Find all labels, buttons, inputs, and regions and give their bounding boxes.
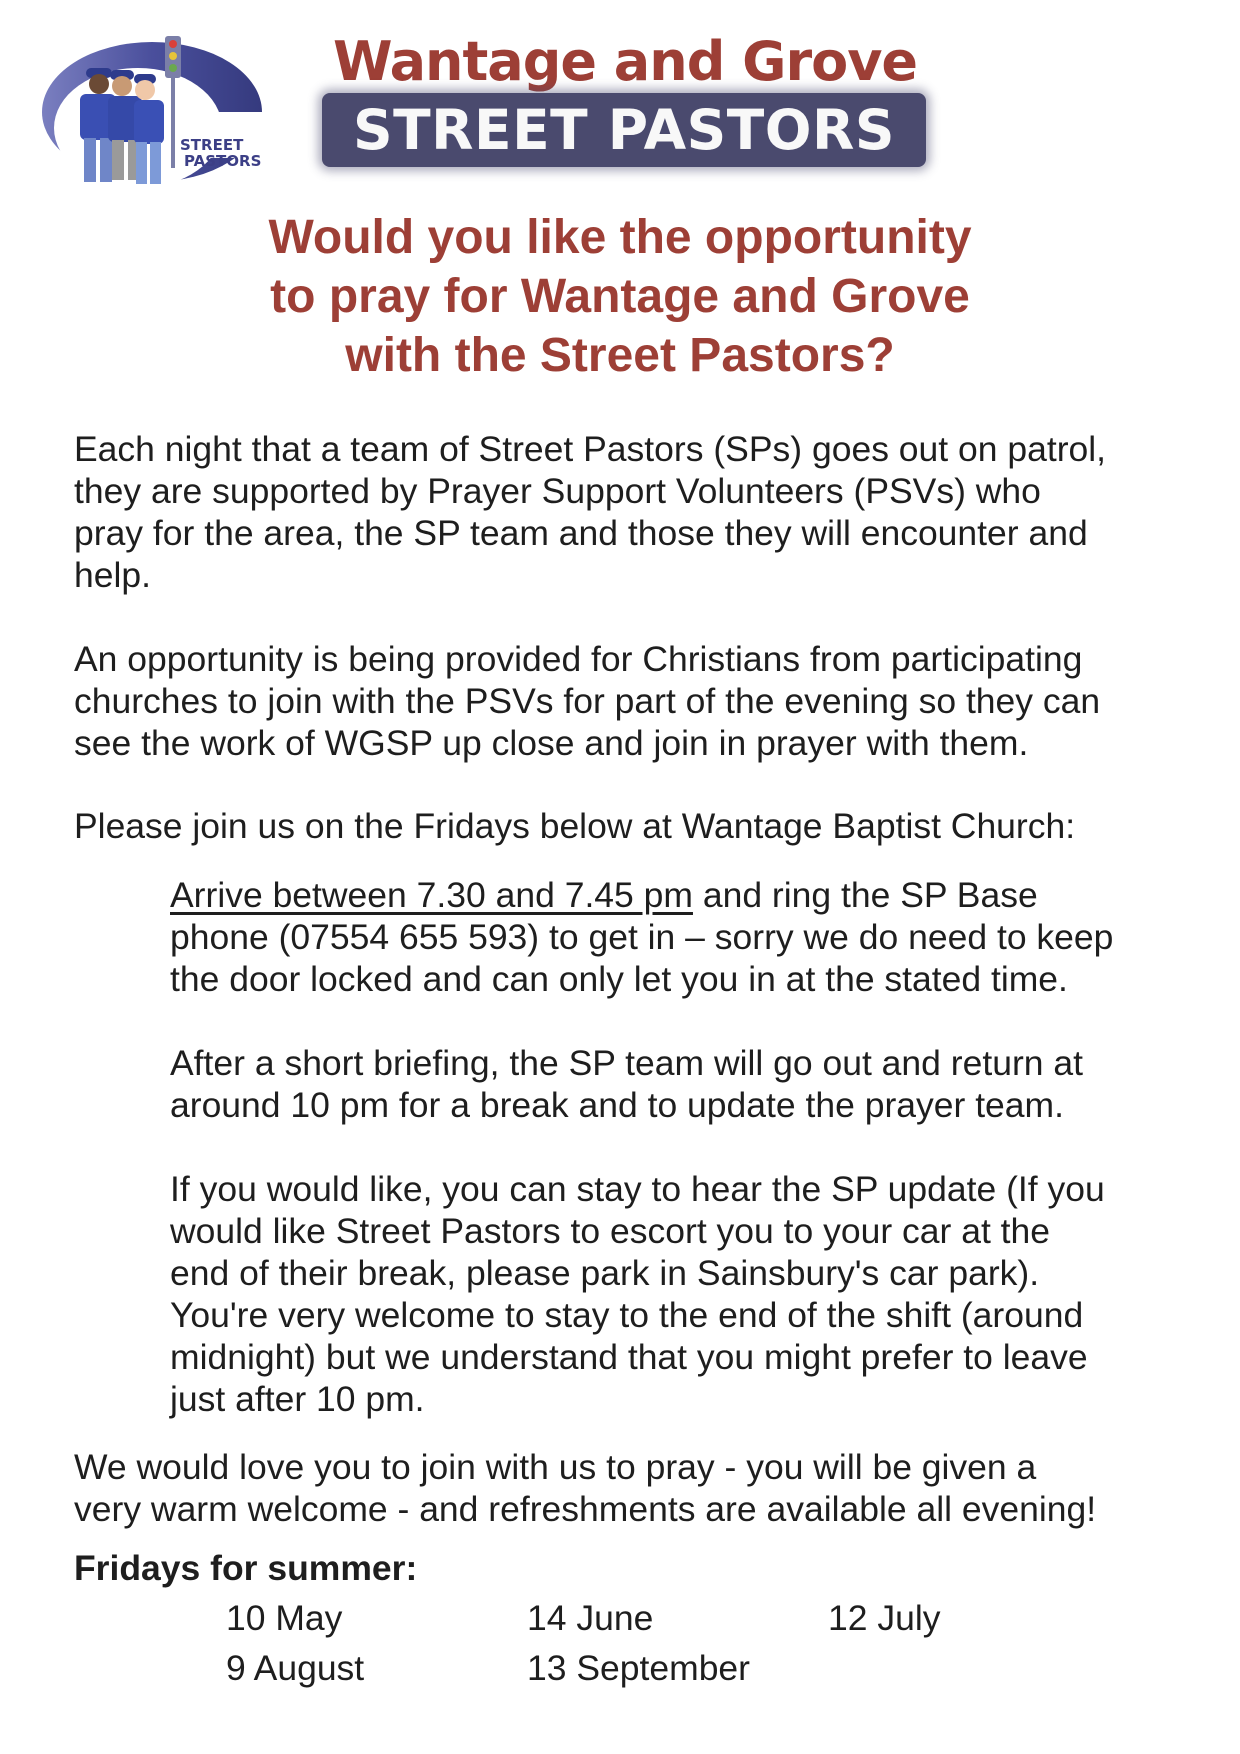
arrival-instructions xyxy=(170,874,1230,1000)
text-line: help. xyxy=(74,555,151,595)
text-line: If you would like, you can stay to hear the SP update (If you xyxy=(170,1169,1105,1209)
page-headline xyxy=(0,208,1240,385)
briefing-paragraph xyxy=(170,1042,1230,1126)
arrival-time: Arrive between 7.30 and 7.45 pm xyxy=(170,875,693,915)
text-line: After a short briefing, the SP team will go out and return at xyxy=(170,1043,1083,1083)
headline-line: to pray for Wantage and Grove xyxy=(270,270,970,323)
date-item: 13 September xyxy=(527,1648,751,1688)
fridays-label: Fridays for summer: xyxy=(74,1548,418,1588)
text-line: You're very welcome to stay to the end of the shift (around xyxy=(170,1295,1084,1335)
text-line: end of their break, please park in Sainsbury's car park). xyxy=(170,1253,1040,1293)
svg-text:STREET: STREET xyxy=(180,136,244,154)
text-line: pray for the area, the SP team and those they will encounter and xyxy=(74,513,1088,553)
headline-line: Would you like the opportunity xyxy=(268,211,972,264)
text-line: midnight) but we understand that you might prefer to leave xyxy=(170,1337,1088,1377)
text-line: very warm welcome - and refreshments are available all evening! xyxy=(74,1489,1097,1529)
banner-text: STREET PASTORS xyxy=(353,98,895,162)
text-line: they are supported by Prayer Support Volunteers (PSVs) who xyxy=(74,471,1041,511)
text-line: just after 10 pm. xyxy=(170,1379,425,1419)
text-line: the door locked and can only let you in at the stated time. xyxy=(170,959,1068,999)
text-line: Each night that a team of Street Pastors (SPs) goes out on patrol, xyxy=(74,429,1107,469)
intro-paragraph xyxy=(74,428,1224,596)
text-line: An opportunity is being provided for Christians from participating xyxy=(74,639,1083,679)
date-item: 12 July xyxy=(828,1598,941,1638)
text-line: churches to join with the PSVs for part of the evening so they can xyxy=(74,681,1101,721)
text-line: would like Street Pastors to escort you to your car at the xyxy=(170,1211,1051,1251)
opportunity-paragraph xyxy=(74,638,1224,764)
svg-text:PASTORS: PASTORS xyxy=(184,152,262,170)
street-pastors-logo xyxy=(30,32,262,192)
date-item: 9 August xyxy=(226,1648,365,1688)
date-item: 10 May xyxy=(226,1598,343,1638)
street-pastors-logo-icon xyxy=(30,32,262,192)
closing-paragraph xyxy=(74,1446,1224,1530)
date-item: 14 June xyxy=(527,1598,654,1638)
text-line: phone (07554 655 593) to get in – sorry we do need to keep xyxy=(170,917,1114,957)
location-paragraph: Please join us on the Fridays below at Wantage Baptist Church: xyxy=(74,806,1076,846)
text-line xyxy=(170,874,1230,916)
organization-title: Wantage and Grove xyxy=(332,30,918,93)
stay-paragraph xyxy=(170,1168,1230,1420)
text-fragment: and ring the SP Base xyxy=(692,875,1038,915)
text-line: around 10 pm for a break and to update the prayer team. xyxy=(170,1085,1064,1125)
headline-line: with the Street Pastors? xyxy=(345,329,895,382)
text-line: see the work of WGSP up close and join in prayer with them. xyxy=(74,723,1029,763)
street-pastors-banner xyxy=(322,93,926,167)
text-line: We would love you to join with us to pray - you will be given a xyxy=(74,1447,1037,1487)
